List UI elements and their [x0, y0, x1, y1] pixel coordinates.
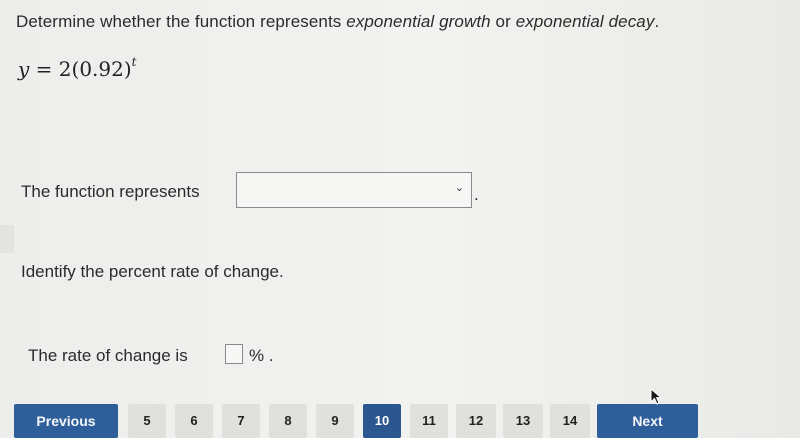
- question-prefix: Determine whether the function represents: [16, 12, 347, 31]
- identify-instruction: Identify the percent rate of change.: [21, 262, 284, 281]
- function-represents-label: The function represents: [21, 182, 200, 201]
- equation-equals: = 2: [29, 57, 72, 81]
- previous-button[interactable]: Previous: [14, 404, 118, 438]
- page-button-10-current[interactable]: 10: [363, 404, 401, 438]
- page-button-9[interactable]: 9: [316, 404, 354, 438]
- page-button-5[interactable]: 5: [128, 404, 166, 438]
- page-button-13[interactable]: 13: [503, 404, 543, 438]
- chevron-down-icon: ⌄: [454, 182, 464, 194]
- growth-term: exponential growth: [346, 12, 491, 31]
- page-button-14[interactable]: 14: [550, 404, 590, 438]
- question-prompt: [16, 12, 659, 32]
- page-button-11[interactable]: 11: [410, 404, 448, 438]
- decay-term: exponential decay: [515, 12, 655, 31]
- equation-base: (0.92): [71, 57, 132, 81]
- rate-of-change-label: The rate of change is: [28, 346, 188, 365]
- pagination-bar: [0, 401, 800, 435]
- sentence-period: .: [474, 185, 479, 204]
- mouse-cursor-icon: [650, 388, 664, 406]
- growth-decay-dropdown[interactable]: [236, 172, 472, 208]
- equation-exponent: t: [131, 55, 137, 70]
- page-button-8[interactable]: 8: [269, 404, 307, 438]
- left-edge-mark: [0, 225, 14, 253]
- function-equation: [18, 57, 136, 81]
- page-button-12[interactable]: 12: [456, 404, 496, 438]
- percent-rate-input[interactable]: [225, 344, 243, 364]
- question-middle: or: [490, 12, 516, 31]
- page-button-6[interactable]: 6: [175, 404, 213, 438]
- question-suffix: .: [654, 12, 660, 31]
- page-button-7[interactable]: 7: [222, 404, 260, 438]
- next-button[interactable]: Next: [597, 404, 698, 438]
- equation-lhs: y: [18, 57, 30, 81]
- percent-suffix: % .: [249, 346, 274, 365]
